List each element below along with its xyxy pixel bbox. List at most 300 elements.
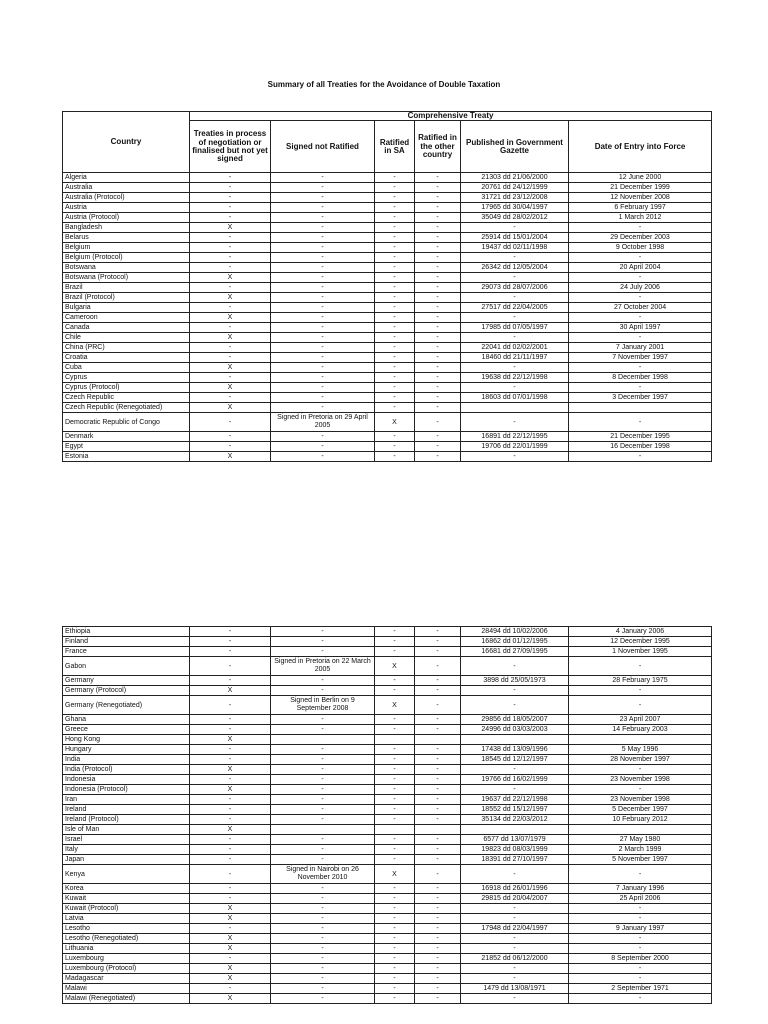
table-cell: - — [190, 984, 271, 994]
table-cell: - — [271, 884, 375, 894]
table-cell: 25914 dd 15/01/2004 — [461, 233, 569, 243]
table-row — [63, 403, 712, 413]
table-cell: - — [190, 835, 271, 845]
table-row — [63, 173, 712, 183]
table-cell: 25 April 2006 — [569, 894, 712, 904]
table-cell: - — [375, 785, 415, 795]
cell-country: Croatia — [63, 353, 190, 363]
table-cell: - — [375, 904, 415, 914]
table-cell: X — [190, 765, 271, 775]
table-cell: - — [569, 333, 712, 343]
table-cell: 16862 dd 01/12/1995 — [461, 637, 569, 647]
table-cell: 24996 dd 03/03/2003 — [461, 725, 569, 735]
table-row — [63, 637, 712, 647]
table-row — [63, 243, 712, 253]
table-cell: 23 November 1998 — [569, 775, 712, 785]
table-cell: - — [415, 243, 461, 253]
table-row — [63, 924, 712, 934]
table-cell: - — [375, 203, 415, 213]
table-cell: 28494 dd 10/02/2006 — [461, 627, 569, 637]
table-cell: - — [271, 815, 375, 825]
table-row — [63, 696, 712, 715]
table-cell: - — [375, 323, 415, 333]
table-cell: - — [190, 243, 271, 253]
table-cell: - — [375, 452, 415, 462]
table-cell: - — [375, 303, 415, 313]
cell-country: Indonesia (Protocol) — [63, 785, 190, 795]
table-cell: - — [375, 795, 415, 805]
cell-country: Madagascar — [63, 974, 190, 984]
table-cell: - — [375, 223, 415, 233]
table-cell: - — [375, 725, 415, 735]
table-cell: - — [190, 696, 271, 715]
table-cell: 35134 dd 22/03/2012 — [461, 815, 569, 825]
table-cell: - — [415, 815, 461, 825]
table-cell: 18391 dd 27/10/1997 — [461, 855, 569, 865]
table-cell: - — [375, 627, 415, 637]
table-cell: - — [375, 293, 415, 303]
table-cell: - — [415, 432, 461, 442]
table-cell: - — [415, 383, 461, 393]
table-cell: - — [415, 944, 461, 954]
table-cell: - — [375, 964, 415, 974]
col-header-in-process: Treaties in process of negotiation or finalised but not yet signed — [190, 121, 271, 173]
treaty-table-2-body — [63, 627, 712, 1004]
table-cell: 12 November 2008 — [569, 193, 712, 203]
cell-country: Brazil (Protocol) — [63, 293, 190, 303]
table-cell: - — [190, 725, 271, 735]
cell-country: Lithuania — [63, 944, 190, 954]
table-cell: X — [190, 974, 271, 984]
cell-country: Bulgaria — [63, 303, 190, 313]
table-cell: - — [271, 323, 375, 333]
table-cell: - — [190, 805, 271, 815]
table-cell: - — [375, 676, 415, 686]
table-cell: - — [271, 894, 375, 904]
table-cell: - — [415, 745, 461, 755]
table-cell: - — [415, 805, 461, 815]
table-cell: - — [190, 373, 271, 383]
table-cell: X — [190, 403, 271, 413]
table-cell: - — [271, 343, 375, 353]
table-cell: - — [375, 213, 415, 223]
table-cell: 12 June 2000 — [569, 173, 712, 183]
table-cell: - — [271, 243, 375, 253]
table-cell: - — [190, 884, 271, 894]
table-cell: - — [461, 964, 569, 974]
table-row — [63, 303, 712, 313]
table-row — [63, 735, 712, 745]
table-cell: - — [375, 884, 415, 894]
table-cell: - — [461, 313, 569, 323]
table-cell: 10 February 2012 — [569, 815, 712, 825]
table-cell: X — [190, 964, 271, 974]
table-cell: - — [271, 805, 375, 815]
table-row — [63, 845, 712, 855]
table-cell: X — [190, 914, 271, 924]
cell-country: India — [63, 755, 190, 765]
table-cell — [569, 403, 712, 413]
table-row — [63, 233, 712, 243]
table-cell: - — [415, 924, 461, 934]
cell-country: Democratic Republic of Congo — [63, 413, 190, 432]
table-cell: - — [375, 845, 415, 855]
table-cell: 18460 dd 21/11/1997 — [461, 353, 569, 363]
table-cell: X — [190, 825, 271, 835]
table-cell: - — [190, 183, 271, 193]
cell-country: Cyprus (Protocol) — [63, 383, 190, 393]
table-cell: - — [569, 964, 712, 974]
cell-country: Latvia — [63, 914, 190, 924]
table-cell: - — [569, 865, 712, 884]
table-cell: 6577 dd 13/07/1979 — [461, 835, 569, 845]
table-row — [63, 775, 712, 785]
table-cell: - — [569, 383, 712, 393]
table-cell: - — [271, 183, 375, 193]
table-cell: - — [461, 223, 569, 233]
group-header-comprehensive-treaty: Comprehensive Treaty — [190, 112, 712, 121]
cell-country: Germany (Protocol) — [63, 686, 190, 696]
group-header-row — [63, 112, 712, 121]
table-cell: - — [415, 343, 461, 353]
table-row — [63, 323, 712, 333]
cell-country: Cameroon — [63, 313, 190, 323]
table-cell: - — [375, 273, 415, 283]
table-cell: - — [415, 183, 461, 193]
table-row — [63, 203, 712, 213]
table-cell: - — [271, 755, 375, 765]
cell-country: Israel — [63, 835, 190, 845]
table-cell: 20761 dd 24/12/1999 — [461, 183, 569, 193]
table-cell: - — [569, 223, 712, 233]
table-row — [63, 676, 712, 686]
table-cell: - — [190, 845, 271, 855]
cell-country: Belarus — [63, 233, 190, 243]
cell-country: Lesotho (Renegotiated) — [63, 934, 190, 944]
table-cell: Signed in Berlin on 9 September 2008 — [271, 696, 375, 715]
table-cell: 16681 dd 27/09/1995 — [461, 647, 569, 657]
table-cell: - — [569, 904, 712, 914]
table-cell — [271, 735, 375, 745]
table-cell: 9 January 1997 — [569, 924, 712, 934]
table-cell: X — [190, 785, 271, 795]
table-cell: - — [415, 403, 461, 413]
table-row — [63, 223, 712, 233]
table-cell: - — [461, 904, 569, 914]
table-cell: - — [461, 914, 569, 924]
table-row — [63, 715, 712, 725]
table-cell: 27517 dd 22/04/2005 — [461, 303, 569, 313]
table-cell: - — [375, 715, 415, 725]
table-cell: - — [415, 676, 461, 686]
table-cell: 17948 dd 22/04/1997 — [461, 924, 569, 934]
table-cell: - — [190, 755, 271, 765]
table-cell: - — [271, 263, 375, 273]
table-cell: - — [190, 323, 271, 333]
table-cell: 5 May 1996 — [569, 745, 712, 755]
table-cell: - — [461, 293, 569, 303]
treaty-table-1-body — [63, 173, 712, 462]
table-cell: - — [461, 413, 569, 432]
table-row — [63, 333, 712, 343]
table-cell: 2 March 1999 — [569, 845, 712, 855]
table-cell: - — [461, 686, 569, 696]
table-row — [63, 755, 712, 765]
table-cell: - — [190, 442, 271, 452]
table-cell: - — [415, 303, 461, 313]
table-cell: - — [569, 994, 712, 1004]
table-cell: - — [461, 934, 569, 944]
treaty-table-1 — [62, 111, 712, 462]
table-row — [63, 627, 712, 637]
cell-country: Hungary — [63, 745, 190, 755]
cell-country: Australia (Protocol) — [63, 193, 190, 203]
table-row — [63, 894, 712, 904]
table-cell: - — [375, 333, 415, 343]
table-cell: - — [415, 233, 461, 243]
table-cell: - — [415, 333, 461, 343]
table-cell: - — [375, 835, 415, 845]
table-row — [63, 432, 712, 442]
table-cell: - — [271, 403, 375, 413]
table-cell: - — [415, 974, 461, 984]
table-cell: - — [415, 865, 461, 884]
table-cell: - — [375, 954, 415, 964]
table-cell: - — [271, 173, 375, 183]
table-cell — [415, 825, 461, 835]
col-header-signed-not-ratified: Signed not Ratified — [271, 121, 375, 173]
table-cell: - — [415, 725, 461, 735]
table-cell: 8 December 1998 — [569, 373, 712, 383]
table-row — [63, 765, 712, 775]
table-cell: - — [190, 393, 271, 403]
table-cell: - — [569, 657, 712, 676]
table-cell: - — [375, 974, 415, 984]
table-cell: 3 December 1997 — [569, 393, 712, 403]
table-cell: X — [375, 696, 415, 715]
table-cell: - — [569, 944, 712, 954]
table-cell: - — [375, 686, 415, 696]
cell-country: India (Protocol) — [63, 765, 190, 775]
table-cell: - — [271, 637, 375, 647]
table-row — [63, 865, 712, 884]
table-cell: - — [461, 865, 569, 884]
table-cell: - — [569, 452, 712, 462]
cell-country: Korea — [63, 884, 190, 894]
table-cell: - — [461, 333, 569, 343]
table-cell: - — [415, 647, 461, 657]
table-cell: - — [190, 413, 271, 432]
cell-country: Australia — [63, 183, 190, 193]
table-row — [63, 934, 712, 944]
table-row — [63, 183, 712, 193]
table-cell: - — [190, 303, 271, 313]
table-row — [63, 363, 712, 373]
table-cell: - — [375, 442, 415, 452]
table-cell — [569, 735, 712, 745]
table-cell: - — [375, 343, 415, 353]
table-row — [63, 954, 712, 964]
table-cell: - — [271, 715, 375, 725]
table-cell: - — [415, 755, 461, 765]
table-cell: - — [190, 432, 271, 442]
table-cell: X — [375, 413, 415, 432]
table-cell: 19638 dd 22/12/1998 — [461, 373, 569, 383]
table-cell: - — [271, 273, 375, 283]
table-cell: 7 November 1997 — [569, 353, 712, 363]
table-cell: Signed in Nairobi on 26 November 2010 — [271, 865, 375, 884]
table-cell: - — [375, 745, 415, 755]
table-cell: - — [271, 233, 375, 243]
table-cell: 1 November 1995 — [569, 647, 712, 657]
table-cell: - — [375, 432, 415, 442]
table-cell: - — [461, 696, 569, 715]
cell-country: Isle of Man — [63, 825, 190, 835]
table-cell: - — [415, 442, 461, 452]
table-cell: - — [415, 835, 461, 845]
table-cell: X — [190, 944, 271, 954]
table-cell: - — [415, 213, 461, 223]
cell-country: Malawi — [63, 984, 190, 994]
table-row — [63, 343, 712, 353]
table-cell: - — [415, 253, 461, 263]
table-cell: - — [190, 855, 271, 865]
table-cell: - — [271, 785, 375, 795]
table-cell: - — [271, 203, 375, 213]
table-cell: - — [271, 904, 375, 914]
table-cell: - — [190, 637, 271, 647]
table-cell: 18603 dd 07/01/1998 — [461, 393, 569, 403]
table-row — [63, 193, 712, 203]
table-row — [63, 785, 712, 795]
table-cell: X — [190, 313, 271, 323]
table-cell: 23 April 2007 — [569, 715, 712, 725]
table-cell: - — [271, 964, 375, 974]
table-cell: - — [190, 815, 271, 825]
table-cell: - — [461, 994, 569, 1004]
table-cell: - — [415, 313, 461, 323]
table-cell: 21303 dd 21/06/2000 — [461, 173, 569, 183]
table-cell: 28 November 1997 — [569, 755, 712, 765]
table-cell: 1 March 2012 — [569, 213, 712, 223]
table-row — [63, 805, 712, 815]
table-cell: - — [190, 745, 271, 755]
table-cell: 17965 dd 30/04/1997 — [461, 203, 569, 213]
table-cell: - — [271, 333, 375, 343]
table-cell: - — [415, 715, 461, 725]
table-cell: - — [375, 805, 415, 815]
table-cell — [569, 825, 712, 835]
table-row — [63, 825, 712, 835]
cell-country: Cuba — [63, 363, 190, 373]
table-cell: 12 December 1995 — [569, 637, 712, 647]
table-cell: - — [271, 924, 375, 934]
table-cell: - — [569, 413, 712, 432]
table-cell: - — [271, 353, 375, 363]
table-cell: - — [415, 775, 461, 785]
table-cell: X — [190, 934, 271, 944]
table-cell: - — [190, 253, 271, 263]
table-cell: - — [190, 657, 271, 676]
table-cell: - — [375, 934, 415, 944]
table-cell: 23 November 1998 — [569, 795, 712, 805]
table-cell: - — [415, 994, 461, 1004]
table-cell: - — [375, 647, 415, 657]
table-cell: - — [190, 193, 271, 203]
table-cell: - — [190, 647, 271, 657]
table-cell: X — [190, 452, 271, 462]
table-cell: - — [190, 715, 271, 725]
table-cell: - — [190, 954, 271, 964]
table-cell: - — [461, 273, 569, 283]
table-cell: - — [271, 432, 375, 442]
cell-country: Chile — [63, 333, 190, 343]
cell-country: Brazil — [63, 283, 190, 293]
cell-country: Hong Kong — [63, 735, 190, 745]
table-cell: 30 April 1997 — [569, 323, 712, 333]
treaty-table-2 — [62, 626, 712, 1004]
table-cell: - — [569, 696, 712, 715]
cell-country: France — [63, 647, 190, 657]
table-cell: - — [461, 253, 569, 263]
table-row — [63, 442, 712, 452]
table-cell: - — [569, 914, 712, 924]
table-cell: - — [271, 795, 375, 805]
table-cell: - — [375, 855, 415, 865]
table-cell: - — [271, 835, 375, 845]
table-row — [63, 994, 712, 1004]
table-cell: - — [190, 283, 271, 293]
table-cell — [461, 403, 569, 413]
table-cell: - — [461, 363, 569, 373]
table-cell: 2 September 1971 — [569, 984, 712, 994]
table-cell: 7 January 2001 — [569, 343, 712, 353]
table-cell: X — [190, 333, 271, 343]
table-cell: 29 December 2003 — [569, 233, 712, 243]
col-header-ratified-sa: Ratified in SA — [375, 121, 415, 173]
table-cell: - — [415, 657, 461, 676]
page-title: Summary of all Treaties for the Avoidance of Double Taxation — [267, 80, 501, 89]
table-cell: - — [271, 213, 375, 223]
table-cell: 26342 dd 12/05/2004 — [461, 263, 569, 273]
table-cell: X — [190, 686, 271, 696]
table-cell: - — [190, 775, 271, 785]
table-cell: - — [375, 775, 415, 785]
table-cell: - — [415, 904, 461, 914]
cell-country: Botswana (Protocol) — [63, 273, 190, 283]
table-cell: - — [415, 934, 461, 944]
cell-country: Kuwait — [63, 894, 190, 904]
table-cell — [461, 735, 569, 745]
table-cell: - — [375, 283, 415, 293]
table-cell: 19437 dd 02/11/1998 — [461, 243, 569, 253]
table-cell: - — [271, 442, 375, 452]
table-cell: - — [190, 795, 271, 805]
table-cell: 27 October 2004 — [569, 303, 712, 313]
cell-country: Kenya — [63, 865, 190, 884]
table-cell: - — [271, 934, 375, 944]
table-row — [63, 964, 712, 974]
table-cell: - — [190, 676, 271, 686]
table-cell: - — [271, 984, 375, 994]
cell-country: Botswana — [63, 263, 190, 273]
table-cell: - — [569, 765, 712, 775]
table-cell: - — [375, 894, 415, 904]
table-cell: - — [375, 233, 415, 243]
cell-country: Bangladesh — [63, 223, 190, 233]
table-cell: - — [375, 193, 415, 203]
cell-country: Lesotho — [63, 924, 190, 934]
